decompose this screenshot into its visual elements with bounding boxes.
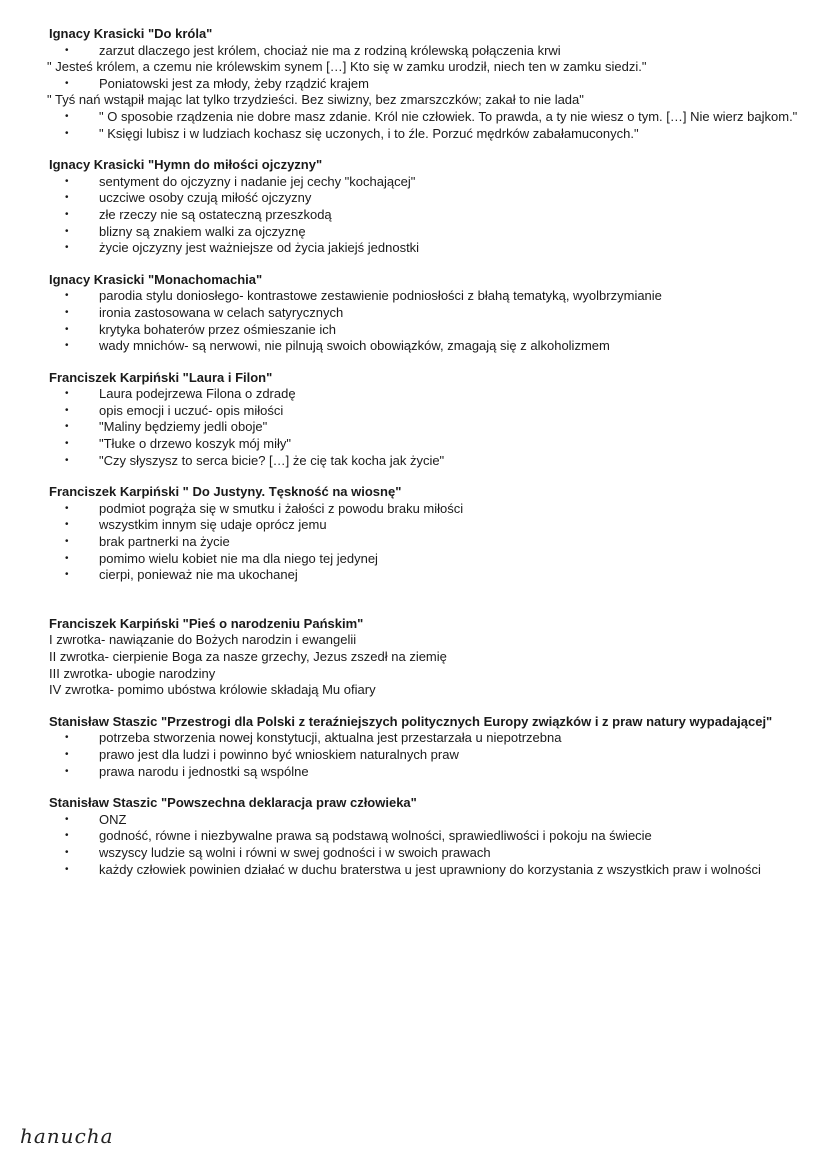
section-title: Franciszek Karpiński " Do Justyny. Tęskność na wiosnę" (49, 484, 402, 500)
list-item: • ironia zastosowana w celach satyrycznych (49, 305, 799, 322)
bullet-list (49, 386, 799, 469)
list-item: • sentyment do ojczyzny i nadanie jej cechy "kochającej" (49, 174, 799, 191)
section-do-justyny (49, 484, 799, 584)
list-item: • blizny są znakiem walki za ojczyznę (49, 224, 799, 241)
handwritten-signature: hanucha (20, 1124, 114, 1148)
list-item: • "Czy słyszysz to serca bicie? […] że cię tak kocha jak życie" (49, 453, 799, 470)
section-title: Franciszek Karpiński "Pieś o narodzeniu Pańskim" (49, 615, 364, 631)
bullet-list (49, 109, 799, 142)
section-title: Stanisław Staszic "Powszechna deklaracja praw człowieka" (49, 795, 417, 811)
section-title: Ignacy Krasicki "Hymn do miłości ojczyzny" (49, 157, 323, 173)
list-item: • parodia stylu doniosłego- kontrastowe zestawienie podniosłości z błahą tematyką, wyolbrzymianie (49, 288, 799, 305)
section-title: Ignacy Krasicki "Monachomachia" (49, 271, 263, 287)
list-item: • godność, równe i niezbywalne prawa są podstawą wolności, sprawiedliwości i pokoju na świecie (49, 828, 799, 845)
document-page (49, 26, 799, 878)
section-laura-i-filon (49, 370, 799, 470)
list-item: • opis emocji i uczuć- opis miłości (49, 403, 799, 420)
list-item: • prawo jest dla ludzi i powinno być wnioskiem naturalnych praw (49, 747, 799, 764)
list-item: • " O sposobie rządzenia nie dobre masz zdanie. Król nie człowiek. To prawda, a ty nie wiesz o tym. […] Nie wierz bajkom." (49, 109, 799, 126)
bullet-list (49, 76, 799, 93)
quote-line: " Jesteś królem, a czemu nie królewskim synem […] Kto się w zamku urodził, niech ten w zamku siedzi." (47, 59, 647, 75)
bullet-list (49, 812, 799, 878)
section-title: Ignacy Krasicki "Do króla" (49, 26, 213, 41)
list-item: • wszystkim innym się udaje oprócz jemu (49, 517, 799, 534)
list-item: • potrzeba stworzenia nowej konstytucji, aktualna jest przestarzała u niepotrzebna (49, 730, 799, 747)
section-deklaracja-praw-czlowieka (49, 795, 799, 878)
list-item: • Laura podejrzewa Filona o zdradę (49, 386, 799, 403)
list-item: • podmiot pogrąża się w smutku i żałości z powodu braku miłości (49, 501, 799, 518)
list-item: • brak partnerki na życie (49, 534, 799, 551)
bullet-list (49, 288, 799, 354)
section-monachomachia (49, 272, 799, 355)
section-title: Franciszek Karpiński "Laura i Filon" (49, 369, 273, 385)
list-item: • cierpi, ponieważ nie ma ukochanej (49, 567, 799, 584)
bullet-list (49, 730, 799, 780)
list-item: • wszyscy ludzie są wolni i równi w swej godności i w swoich prawach (49, 845, 799, 862)
list-item: • pomimo wielu kobiet nie ma dla niego tej jedynej (49, 551, 799, 568)
section-piesn-o-narodzeniu (49, 616, 799, 699)
list-item: • prawa narodu i jednostki są wspólne (49, 764, 799, 781)
bullet-list (49, 174, 799, 257)
list-item: • Poniatowski jest za młody, żeby rządzić krajem (49, 76, 799, 93)
section-title: Stanisław Staszic "Przestrogi dla Polski z teraźniejszych politycznych Europy związków i z praw natury wypadającej" (49, 713, 773, 729)
stanza-note: II zwrotka- cierpienie Boga za nasze grzechy, Jezus zszedł na ziemię (49, 649, 447, 664)
bullet-list (49, 501, 799, 584)
section-przestrogi-dla-polski (49, 714, 799, 780)
section-do-krola (49, 26, 799, 142)
stanza-note: III zwrotka- ubogie narodziny (49, 665, 216, 681)
quote-line: " Tyś nań wstąpił mając lat tylko trzydzieści. Bez siwizny, bez zmarszczków; zakał to nie lada" (47, 92, 584, 108)
bullet-list (49, 43, 799, 60)
section-hymn-do-milosci-ojczyzny (49, 157, 799, 257)
list-item: • "Maliny będziemy jedli oboje" (49, 419, 799, 436)
list-item: • krytyka bohaterów przez ośmieszanie ich (49, 322, 799, 339)
stanza-note: IV zwrotka- pomimo ubóstwa królowie składają Mu ofiary (49, 682, 376, 698)
list-item: • zarzut dlaczego jest królem, chociaż nie ma z rodziną królewską połączenia krwi (49, 43, 799, 60)
list-item: • złe rzeczy nie są ostateczną przeszkodą (49, 207, 799, 224)
list-item: • uczciwe osoby czują miłość ojczyzny (49, 190, 799, 207)
list-item: • życie ojczyzny jest ważniejsze od życia jakiejś jednostki (49, 240, 799, 257)
list-item: • " Księgi lubisz i w ludziach kochasz się uczonych, i to źle. Porzuć mędrków zabałamuconych." (49, 126, 799, 143)
list-item: • każdy człowiek powinien działać w duchu braterstwa u jest uprawniony do korzystania z wszystkich praw i wolności (49, 862, 799, 879)
list-item: • ONZ (49, 812, 799, 829)
list-item: • wady mnichów- są nerwowi, nie pilnują swoich obowiązków, zmagają się z alkoholizmem (49, 338, 799, 355)
list-item: • "Tłuke o drzewo koszyk mój miły" (49, 436, 799, 453)
stanza-note: I zwrotka- nawiązanie do Bożych narodzin i ewangelii (49, 632, 357, 648)
